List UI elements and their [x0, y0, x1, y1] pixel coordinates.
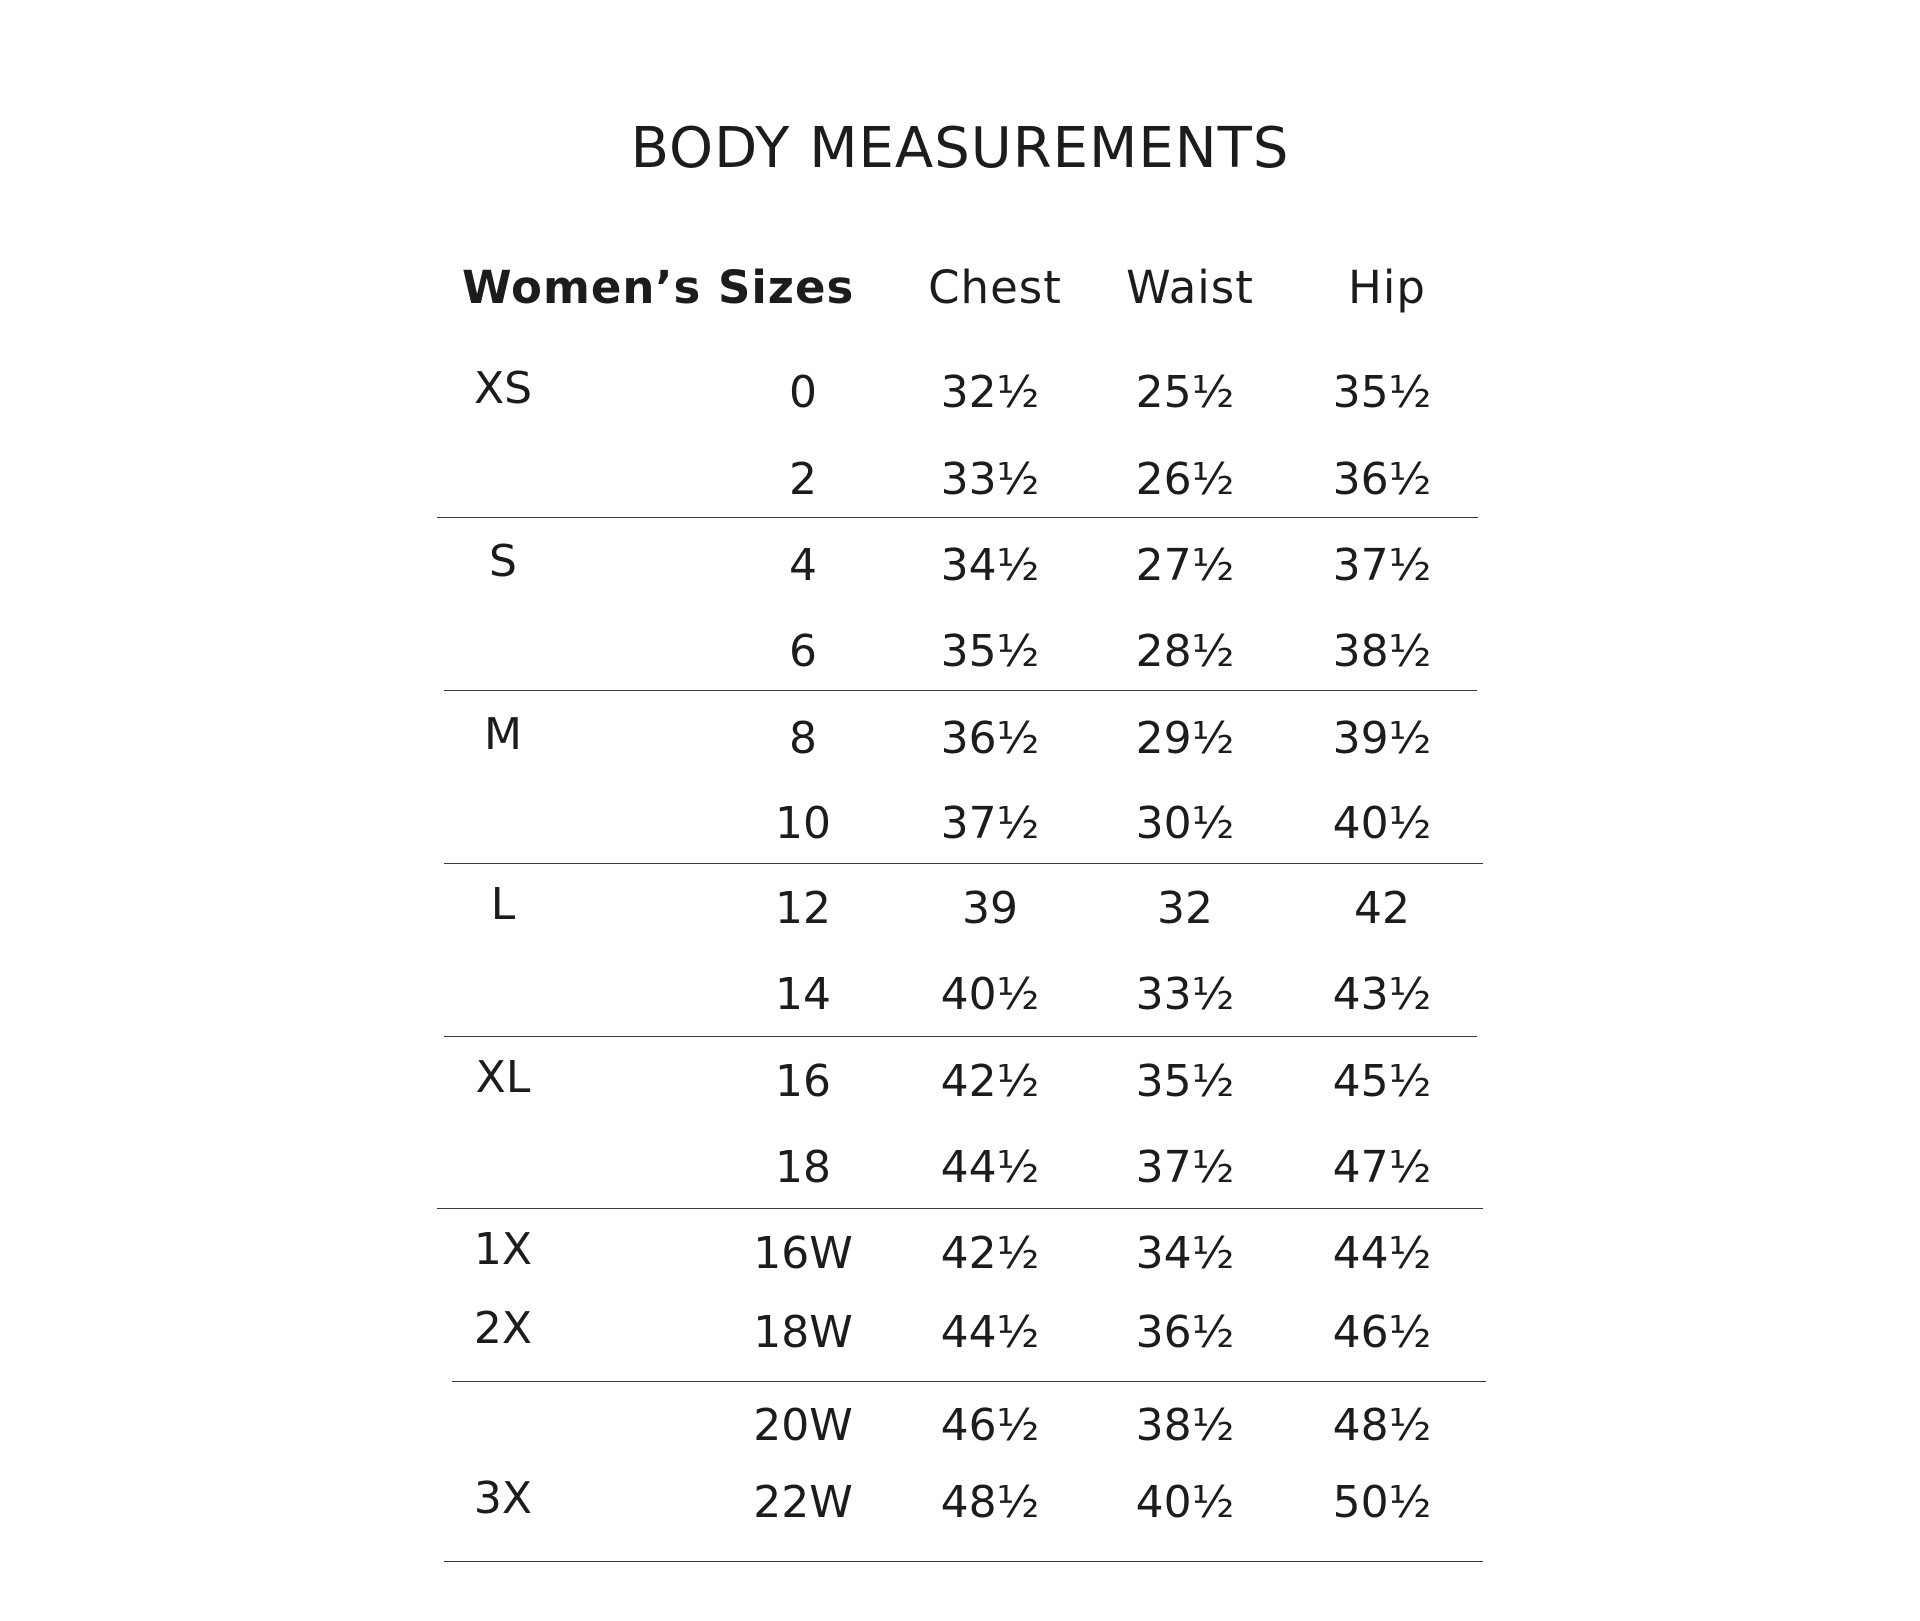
size-letter: S: [489, 536, 517, 587]
chest-value: 36½: [940, 713, 1040, 764]
numeric-size: 6: [789, 626, 817, 677]
waist-value: 26½: [1135, 454, 1235, 505]
chest-value: 42½: [940, 1056, 1040, 1107]
hip-value: 45½: [1332, 1056, 1432, 1107]
chest-value: 39: [962, 883, 1018, 934]
page-title: BODY MEASUREMENTS: [630, 116, 1290, 181]
hip-value: 47½: [1332, 1142, 1432, 1193]
waist-value: 27½: [1135, 540, 1235, 591]
size-letter: XL: [475, 1052, 531, 1103]
size-letter: 2X: [473, 1303, 533, 1354]
numeric-size: 18: [775, 1142, 831, 1193]
numeric-size: 2: [789, 454, 817, 505]
row-divider: [437, 517, 1478, 518]
row-divider: [437, 1208, 1483, 1209]
chest-value: 35½: [940, 626, 1040, 677]
chest-value: 34½: [940, 540, 1040, 591]
hip-value: 35½: [1332, 367, 1432, 418]
hip-value: 43½: [1332, 969, 1432, 1020]
numeric-size: 10: [775, 798, 831, 849]
waist-value: 38½: [1135, 1400, 1235, 1451]
hip-value: 42: [1354, 883, 1410, 934]
numeric-size: 4: [789, 540, 817, 591]
chest-value: 37½: [940, 798, 1040, 849]
chest-value: 44½: [940, 1307, 1040, 1358]
waist-value: 30½: [1135, 798, 1235, 849]
size-letter: 1X: [473, 1224, 533, 1275]
header-chest: Chest: [928, 261, 1062, 314]
numeric-size: 12: [775, 883, 831, 934]
waist-value: 34½: [1135, 1228, 1235, 1279]
numeric-size: 18W: [753, 1307, 853, 1358]
numeric-size: 0: [789, 367, 817, 418]
row-divider: [444, 863, 1483, 864]
waist-value: 32: [1157, 883, 1213, 934]
header-waist: Waist: [1126, 261, 1254, 314]
numeric-size: 8: [789, 713, 817, 764]
waist-value: 35½: [1135, 1056, 1235, 1107]
header-hip: Hip: [1348, 261, 1426, 314]
waist-value: 36½: [1135, 1307, 1235, 1358]
hip-value: 37½: [1332, 540, 1432, 591]
row-divider: [444, 1036, 1477, 1037]
header-sizes-label: Women’s Sizes: [462, 261, 855, 314]
size-letter: L: [490, 879, 516, 930]
chest-value: 33½: [940, 454, 1040, 505]
row-divider: [444, 1561, 1483, 1562]
numeric-size: 14: [775, 969, 831, 1020]
waist-value: 25½: [1135, 367, 1235, 418]
row-divider: [444, 690, 1477, 691]
hip-value: 40½: [1332, 798, 1432, 849]
waist-value: 33½: [1135, 969, 1235, 1020]
numeric-size: 16W: [753, 1228, 853, 1279]
waist-value: 29½: [1135, 713, 1235, 764]
size-letter: M: [484, 709, 522, 760]
size-letter: 3X: [473, 1473, 533, 1524]
hip-value: 39½: [1332, 713, 1432, 764]
chest-value: 48½: [940, 1477, 1040, 1528]
chest-value: 44½: [940, 1142, 1040, 1193]
hip-value: 36½: [1332, 454, 1432, 505]
waist-value: 37½: [1135, 1142, 1235, 1193]
chest-value: 40½: [940, 969, 1040, 1020]
numeric-size: 16: [775, 1056, 831, 1107]
numeric-size: 20W: [753, 1400, 853, 1451]
waist-value: 28½: [1135, 626, 1235, 677]
hip-value: 44½: [1332, 1228, 1432, 1279]
numeric-size: 22W: [753, 1477, 853, 1528]
size-letter: XS: [473, 363, 533, 414]
row-divider: [452, 1381, 1486, 1382]
chest-value: 42½: [940, 1228, 1040, 1279]
chest-value: 32½: [940, 367, 1040, 418]
hip-value: 46½: [1332, 1307, 1432, 1358]
hip-value: 38½: [1332, 626, 1432, 677]
waist-value: 40½: [1135, 1477, 1235, 1528]
chest-value: 46½: [940, 1400, 1040, 1451]
hip-value: 50½: [1332, 1477, 1432, 1528]
hip-value: 48½: [1332, 1400, 1432, 1451]
